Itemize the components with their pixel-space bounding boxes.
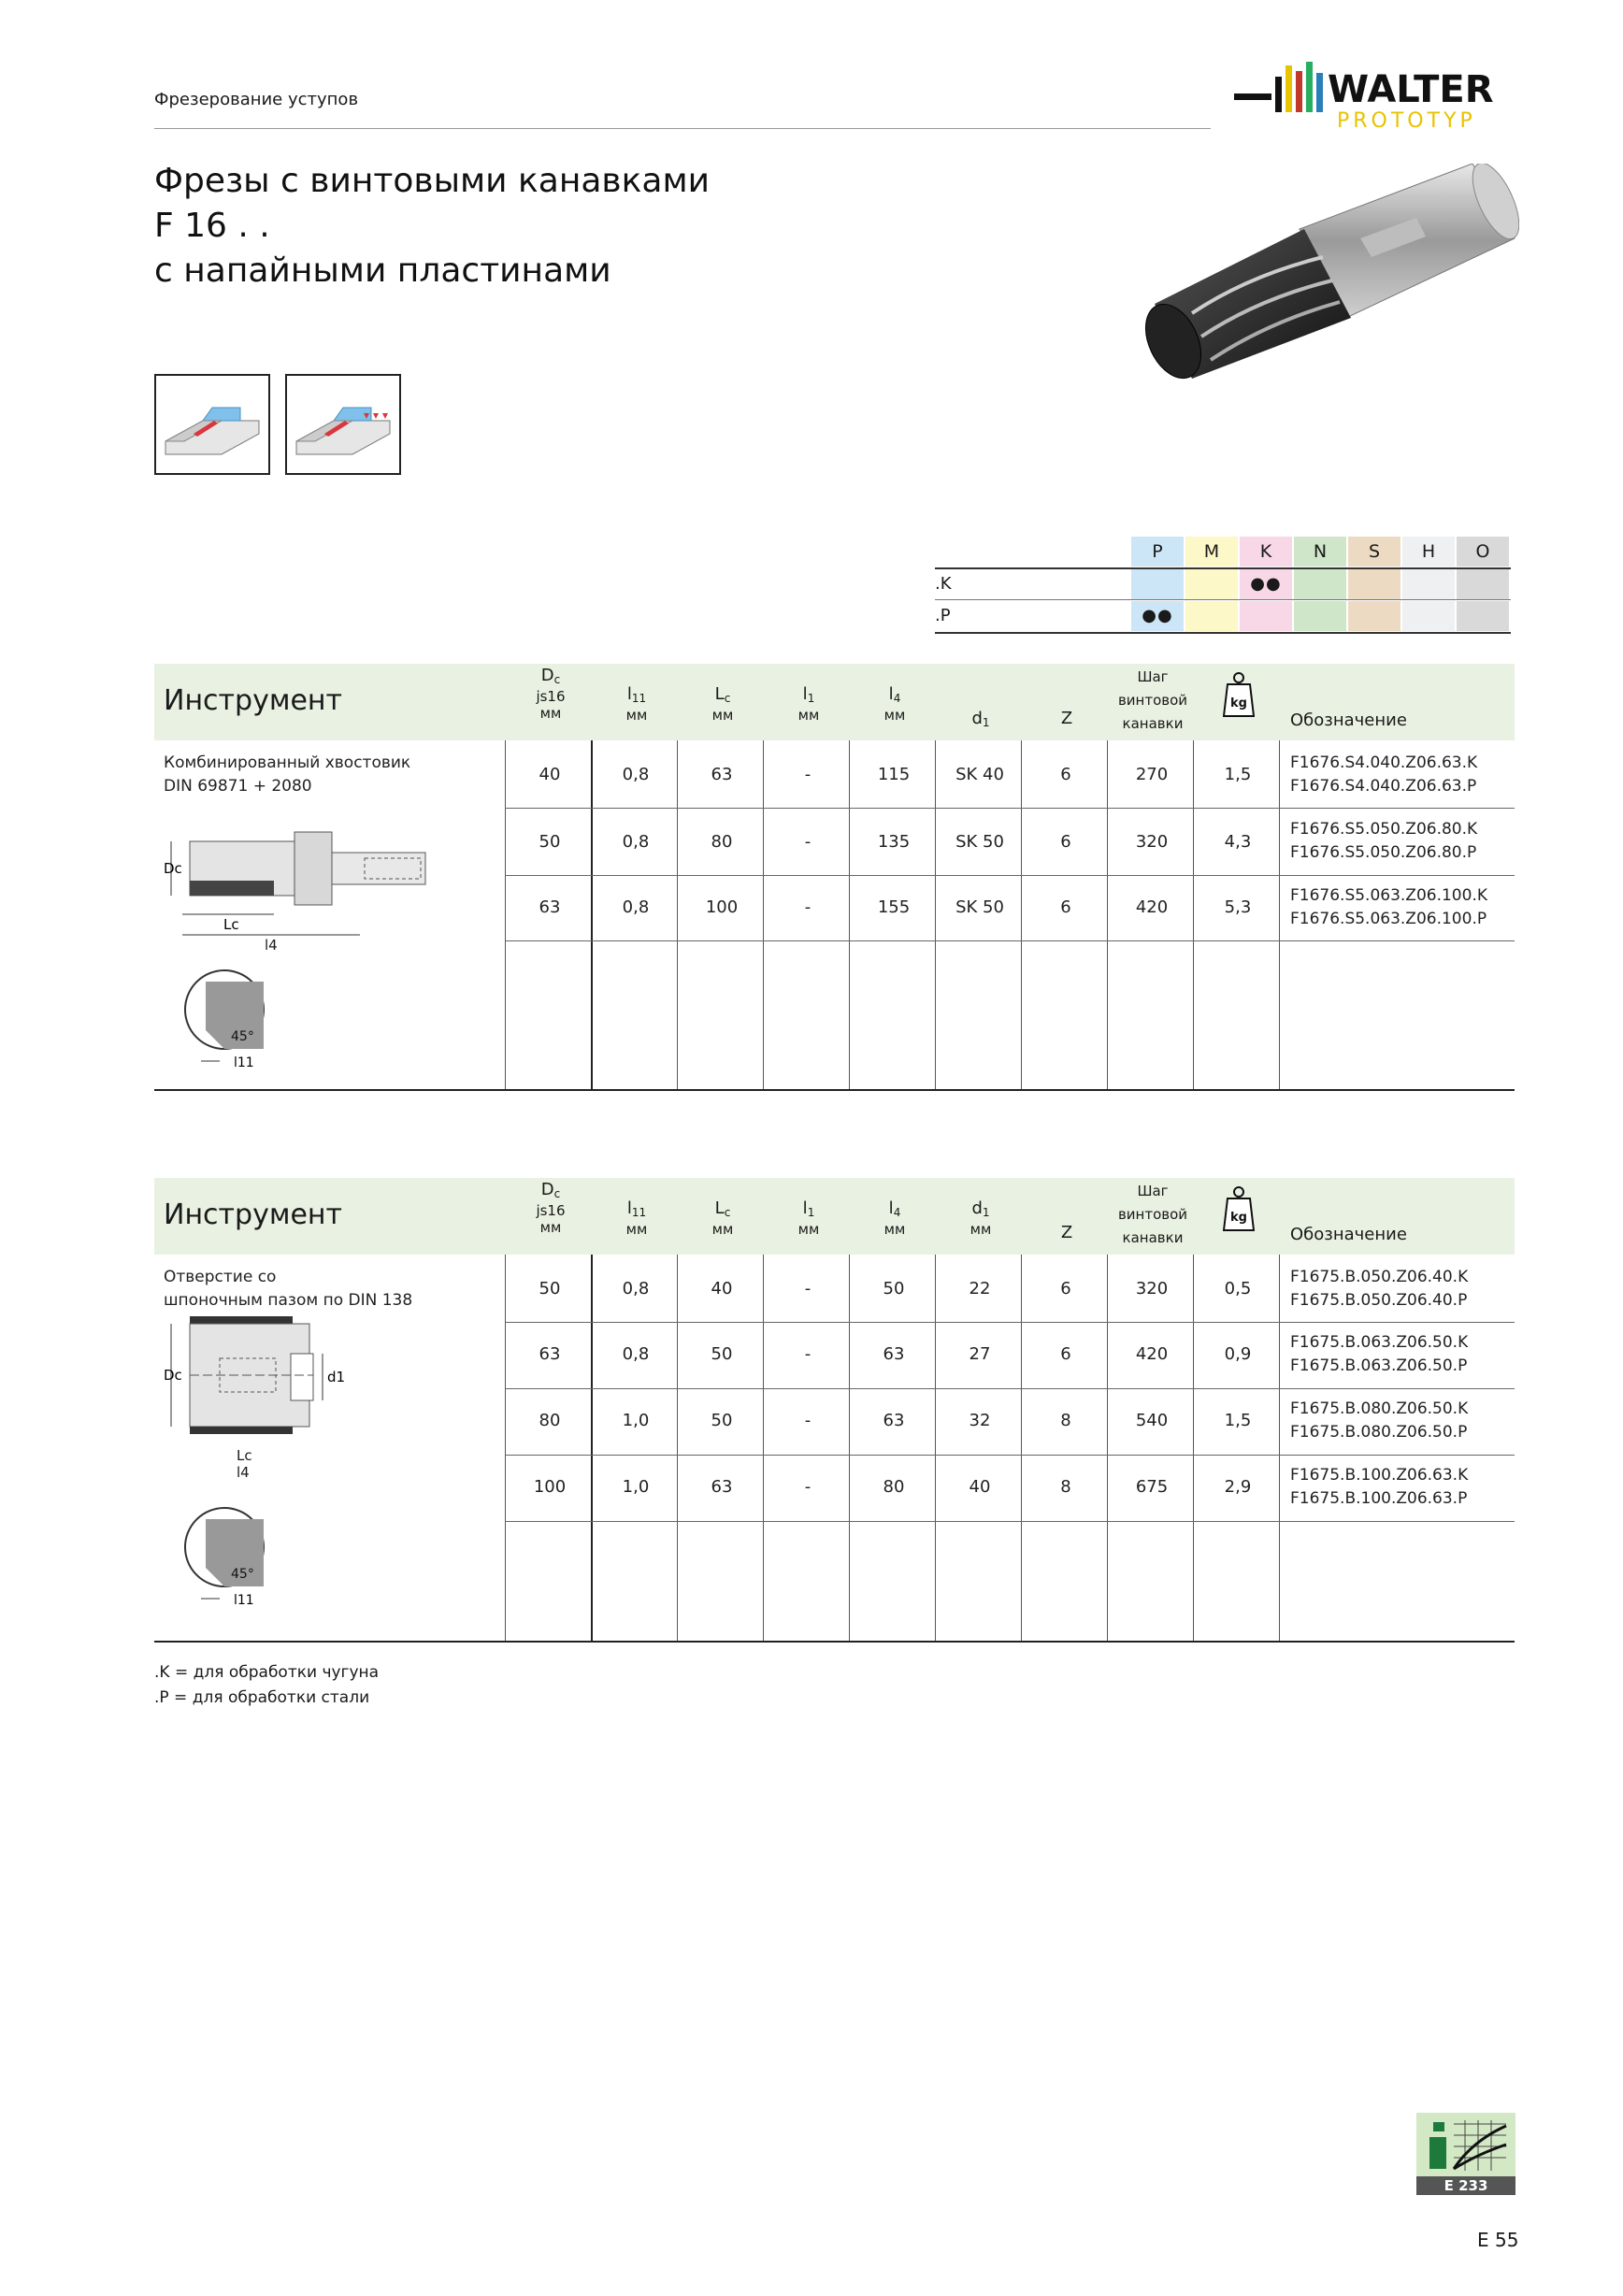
col-l1: $l_1$ мм bbox=[797, 684, 820, 724]
chamfer-detail bbox=[182, 968, 294, 1070]
end-mill-photo bbox=[1136, 164, 1519, 397]
order-code: F1676.S5.050.Z06.80.K F1676.S5.050.Z06.80.P bbox=[1290, 820, 1478, 862]
order-code: F1676.S5.063.Z06.100.K F1676.S5.063.Z06.100.P bbox=[1290, 886, 1487, 928]
tool-table-bore: Инструмент $D_c$ js16 мм $l_{11}$ мм $L_c$ мм $l_1$ мм $l_4$ мм $d_1$ мм Z Шаг винтовой канавки kg Обозначение Отверстие со шпоночным пазом по DIN 138 Dc d1 Lc l4 45° l11 50 0,8 40 - 50 22 6 320 0,5 F1675.B.050.Z06.40.K F1675.B.050.Z06.40.P 63 0,8 50 - 63 27 6 420 0,9 F1675.B.063.Z06.50.K F1675.B.063.Z06.50.P 80 1,0 50 - 63 32 8 540 1,5 F1675.B.080.Z06.50.K F1675.B.080.Z06.50.P 100 1,0 63 - 80 40 8 675 2,9 F1675.B.100.Z06.63.K F1675.B.100.Z06.63.P bbox=[154, 1178, 1515, 1645]
mat-row-label: .P bbox=[935, 606, 951, 625]
col-d1: $d_1$ мм bbox=[969, 1198, 992, 1238]
order-code: F1675.B.063.Z06.50.K F1675.B.063.Z06.50.P bbox=[1290, 1333, 1469, 1375]
header-divider bbox=[154, 128, 1211, 129]
l4-label: l4 bbox=[265, 937, 278, 954]
order-code: F1676.S4.040.Z06.63.K F1676.S4.040.Z06.63.P bbox=[1290, 753, 1478, 796]
chamfer-detail bbox=[182, 1505, 294, 1608]
tool-table-shank: Инструмент $D_c$ js16 мм $l_{11}$ мм $L_c$ мм $l_1$ мм $l_4$ мм $d_1$ Z Шаг винтовой канавки kg Обозначение Комбинированный хвостовик DIN 69871 + 2080 Dc Lc l4 45° l11 40 0,8 63 - 115 SK 40 6 270 1,5 F1676.S4.040.Z06.63.K F1676.S4.040.Z06.63.P 50 0,8 80 - 135 SK 50 6 320 4,3 F1676.S5.050.Z06.80.K F1676.S5.050.Z06.80.P 63 0,8 100 - 155 SK 50 6 420 5,3 F1676.S5.063.Z06.100.K F1676.S5.063.Z06.100.P bbox=[154, 664, 1515, 1094]
col-pitch: Шаг винтовой канавки bbox=[1117, 1183, 1188, 1246]
slot-milling-icon bbox=[285, 374, 401, 475]
legend-item: .P = для обработки стали bbox=[154, 1688, 370, 1707]
tool-description: Отверстие со шпоночным пазом по DIN 138 bbox=[164, 1268, 413, 1310]
col-z: Z bbox=[1060, 1223, 1073, 1242]
mat-row-label: .K bbox=[935, 574, 952, 594]
order-code: F1675.B.100.Z06.63.K F1675.B.100.Z06.63.P bbox=[1290, 1466, 1469, 1508]
shank-drawing bbox=[164, 804, 444, 944]
title-line-2: F 16 . . bbox=[154, 207, 270, 245]
mat-header-s: S bbox=[1348, 537, 1400, 567]
svg-text:45°: 45° bbox=[231, 1567, 254, 1582]
info-reference-icon[interactable] bbox=[1416, 2113, 1515, 2195]
mat-header-m: M bbox=[1185, 537, 1238, 567]
weight-icon bbox=[1196, 1185, 1282, 1236]
svg-text:d1: d1 bbox=[327, 1369, 346, 1385]
col-lc: $L_c$ мм bbox=[711, 684, 734, 724]
mat-mark: ●● bbox=[1240, 569, 1292, 599]
table-title: Инструмент bbox=[164, 684, 343, 717]
svg-text:Lc: Lc bbox=[223, 916, 239, 933]
col-lc: $L_c$ мм bbox=[711, 1198, 734, 1238]
svg-text:WALTER: WALTER bbox=[1328, 68, 1494, 111]
table-header bbox=[154, 1178, 1515, 1255]
order-code: F1675.B.080.Z06.50.K F1675.B.080.Z06.50.P bbox=[1290, 1399, 1469, 1442]
svg-text:l11: l11 bbox=[234, 1055, 254, 1070]
col-l4: $l_4$ мм bbox=[883, 1198, 906, 1238]
l4-label: l4 bbox=[237, 1464, 250, 1481]
col-dc: $D_c$ js16 мм bbox=[536, 1180, 566, 1236]
table-title: Инструмент bbox=[164, 1198, 343, 1231]
col-l4: $l_4$ мм bbox=[883, 684, 906, 724]
svg-text:l11: l11 bbox=[234, 1593, 254, 1608]
walter-logo bbox=[1234, 58, 1519, 133]
svg-text:kg: kg bbox=[1230, 696, 1247, 710]
lc-label: Lc bbox=[237, 1447, 252, 1464]
page-number: E 55 bbox=[1477, 2229, 1519, 2251]
shoulder-milling-icon bbox=[154, 374, 270, 475]
mat-header-n: N bbox=[1294, 537, 1346, 567]
section-title: Фрезерование уступов bbox=[154, 90, 359, 109]
col-l1: $l_1$ мм bbox=[797, 1198, 820, 1238]
svg-text:E 233: E 233 bbox=[1443, 2177, 1488, 2194]
svg-text:Dc: Dc bbox=[164, 860, 182, 877]
title-line-1: Фрезы с винтовыми канавками bbox=[154, 162, 710, 200]
col-l11: $l_{11}$ мм bbox=[625, 1198, 648, 1238]
col-dc: $D_c$ js16 мм bbox=[536, 666, 566, 722]
material-groups-table bbox=[935, 537, 1511, 630]
col-l11: $l_{11}$ мм bbox=[625, 684, 648, 724]
legend bbox=[154, 1660, 379, 1711]
mat-header-h: H bbox=[1402, 537, 1455, 567]
col-designation: Обозначение bbox=[1290, 710, 1407, 730]
mat-mark: ●● bbox=[1131, 601, 1184, 631]
mat-header-o: O bbox=[1457, 537, 1509, 567]
mat-header-p: P bbox=[1131, 537, 1184, 567]
table-header bbox=[154, 664, 1515, 740]
col-d1: $d_1$ bbox=[971, 709, 990, 729]
svg-text:Dc: Dc bbox=[164, 1367, 182, 1384]
tool-description: Комбинированный хвостовик DIN 69871 + 2080 bbox=[164, 753, 411, 796]
col-designation: Обозначение bbox=[1290, 1225, 1407, 1244]
col-z: Z bbox=[1060, 709, 1073, 728]
page-title bbox=[154, 159, 710, 294]
mat-header-k: K bbox=[1240, 537, 1292, 567]
title-line-3: с напайными пластинами bbox=[154, 251, 611, 290]
svg-text:45°: 45° bbox=[231, 1029, 254, 1044]
svg-text:PROTOTYP: PROTOTYP bbox=[1337, 109, 1476, 133]
svg-text:kg: kg bbox=[1230, 1211, 1247, 1225]
bore-drawing bbox=[164, 1316, 425, 1447]
weight-icon bbox=[1196, 671, 1282, 722]
legend-item: .K = для обработки чугуна bbox=[154, 1663, 380, 1682]
col-pitch: Шаг винтовой канавки bbox=[1117, 668, 1188, 732]
order-code: F1675.B.050.Z06.40.K F1675.B.050.Z06.40.P bbox=[1290, 1268, 1469, 1310]
